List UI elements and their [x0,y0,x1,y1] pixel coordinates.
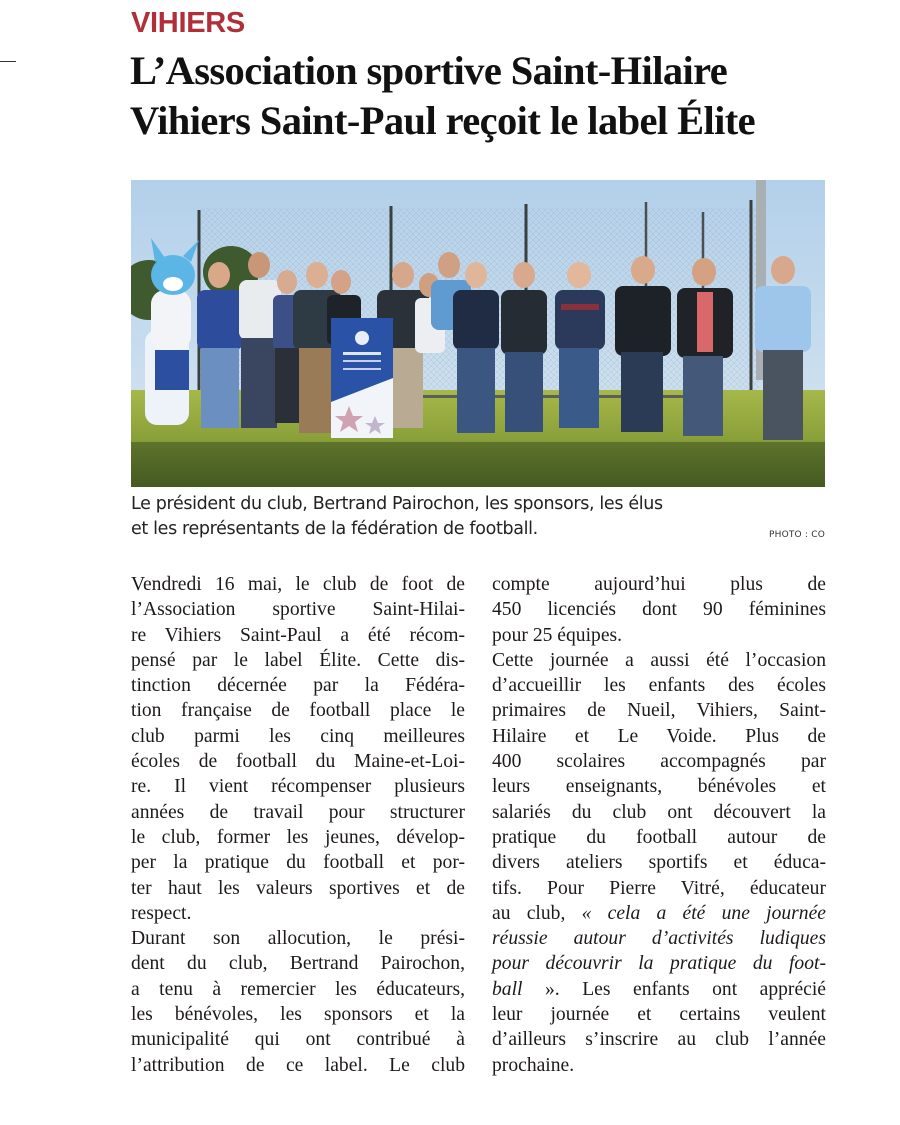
body-text-line: municipalité qui ont contribué à [131,1029,465,1051]
body-text-line [492,951,826,976]
headline-line: Vihiers Saint-Paul reçoit le label Élite [130,98,756,143]
quote-text: pour découvrir la pratique du foot- [492,953,826,975]
body-text-line: leur journée et certains veulent [492,1004,826,1026]
body-text-line: dent du club, Bertrand Pairochon, [131,953,465,975]
body-text-line: 400 scolaires accompagnés par [492,751,826,773]
body-text-line [492,926,826,951]
body-text-line: pratique du football autour de [492,826,826,848]
body-text-line: Hilaire et Le Voide. Plus de [492,725,826,747]
body-text-line: d’ailleurs s’inscrire au club l’année [492,1029,826,1051]
body-text-line: Durant son allocution, le prési- [131,928,465,950]
body-text-line: salariés du club ont découvert la [492,801,826,823]
body-text-line: années de travail pour structurer [131,801,465,823]
body-text-line: per la pratique du football et por- [131,852,465,874]
label-sign [331,318,393,438]
headline [130,46,850,146]
photo-credit-separator: : [801,530,812,540]
body-text-line: leurs enseignants, bénévoles et [492,776,826,798]
body-text-line: 450 licenciés dont 90 féminines [492,599,826,621]
body-text-line: club parmi les cinq meilleures [131,725,465,747]
body-text-line: les bénévoles, les sponsors et la [131,1004,465,1026]
photo-credit-label: PHOTO [768,530,802,540]
headline-line: L’Association sportive Saint-Hilaire [130,48,728,93]
body-text-line: écoles de football du Maine-et-Loi- [131,751,465,773]
body-text-line: prochaine. [492,1054,575,1076]
quote-text: ball [492,978,523,1000]
body-text-line [492,977,826,1002]
body-text-line: Vendredi 16 mai, le club de foot de [131,574,465,595]
article-photo [131,180,825,487]
photo-caption [131,492,831,542]
body-text: au club, [492,902,582,924]
body-text-line: respect. [131,902,192,924]
photo-credit [769,530,825,540]
body-text-line: Cette journée a aussi été l’occasion [492,649,826,671]
photo-credit-source: CO [811,530,825,540]
caption-line: et les représentants de la fédération de football. [131,519,538,539]
body-text-line: ter haut les valeurs sportives et de [131,877,465,899]
body-text-line: re Vihiers Saint-Paul a été récom- [131,624,465,646]
pitch-shadow [131,442,825,487]
group-photo-illustration [131,180,825,487]
margin-rule [0,61,16,62]
body-text-line: tion française de football place le [131,700,465,722]
body-text-line: l’attribution de ce label. Le club [131,1054,465,1076]
body-text-line: a tenu à remercier les éducateurs, [131,978,465,1000]
body-text-line [492,901,826,926]
body-text-line: re. Il vient récompenser plusieurs [131,776,465,798]
body-text-line: le club, former les jeunes, dévelop- [131,826,465,848]
body-text-line: pour 25 équipes. [492,624,623,646]
body-column-left [131,572,465,1078]
body-column-right [492,572,826,1078]
body-text-line: compte aujourd’hui plus de [492,574,826,595]
body-text-line: pensé par le label Élite. Cette dis- [131,649,465,671]
section-kicker: VIHIERS [131,7,245,39]
body-text-line: divers ateliers sportifs et éduca- [492,852,826,874]
body-text: ». Les enfants ont apprécié [522,978,826,1000]
body-text-line: tifs. Pour Pierre Vitré, éducateur [492,877,826,899]
body-text-line: primaires de Nueil, Vihiers, Saint- [492,700,826,722]
body-text-line: l’Association sportive Saint-Hilai- [131,599,465,621]
body-text-line: d’accueillir les enfants des écoles [492,675,826,697]
quote-text: « cela a été une journée [581,902,826,924]
caption-line: Le président du club, Bertrand Pairochon, les sponsors, les élus [131,494,663,514]
body-text-line: tinction décernée par la Fédéra- [131,675,465,697]
quote-text: réussie autour d’activités ludiques [492,928,826,950]
